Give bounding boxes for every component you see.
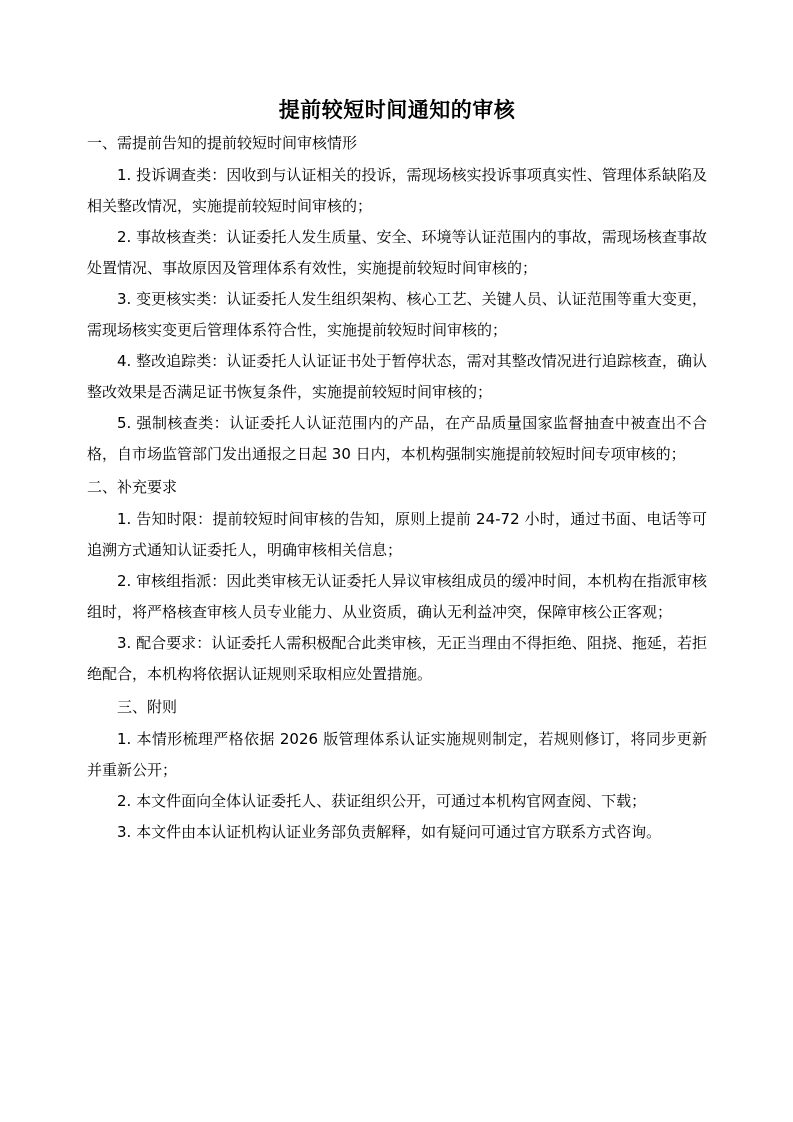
list-item: 2. 事故核查类：认证委托人发生质量、安全、环境等认证范围内的事故，需现场核查事故处置情况、事故原因及管理体系有效性，实施提前较短时间审核的； <box>87 228 707 277</box>
list-item: 1. 本情形梳理严格依据 2026 版管理体系认证实施规则制定，若规则修订，将同步更新并重新公开； <box>87 730 707 779</box>
section-list <box>87 724 707 848</box>
list-item: 1. 告知时限：提前较短时间审核的告知，原则上提前 24-72 小时，通过书面、电话等可追溯方式通知认证委托人，明确审核相关信息； <box>87 510 707 559</box>
section-2 <box>87 476 707 690</box>
section-heading: 二、补充要求 <box>87 478 178 496</box>
list-item: 2. 审核组指派：因此类审核无认证委托人异议审核组成员的缓冲时间，本机构在指派审核组时，将严格核查审核人员专业能力、从业资质，确认无利益冲突，保障审核公正客观； <box>87 572 707 621</box>
section-list <box>87 504 707 690</box>
section-list <box>87 160 707 470</box>
document-title: 提前较短时间通知的审核 <box>278 98 516 122</box>
list-item: 3. 配合要求：认证委托人需积极配合此类审核，无正当理由不得拒绝、阻挠、拖延，若拒绝配合，本机构将依据认证规则采取相应处置措施。 <box>87 634 707 683</box>
document-page <box>87 96 707 854</box>
section-heading: 一、需提前告知的提前较短时间审核情形 <box>87 134 358 152</box>
section-3 <box>87 696 707 848</box>
list-item: 3. 本文件由本认证机构认证业务部负责解释，如有疑问可通过官方联系方式咨询。 <box>117 823 662 841</box>
list-item: 5. 强制核查类：认证委托人认证范围内的产品，在产品质量国家监督抽查中被查出不合格，自市场监管部门发出通报之日起 30 日内，本机构强制实施提前较短时间专项审核的； <box>87 414 707 463</box>
list-item: 1. 投诉调查类：因收到与认证相关的投诉，需现场核实投诉事项真实性、管理体系缺陷及相关整改情况，实施提前较短时间审核的； <box>87 166 707 215</box>
list-item: 4. 整改追踪类：认证委托人认证证书处于暂停状态，需对其整改情况进行追踪核查，确认整改效果是否满足证书恢复条件，实施提前较短时间审核的； <box>87 352 707 401</box>
section-heading: 三、附则 <box>117 698 178 716</box>
list-item: 2. 本文件面向全体认证委托人、获证组织公开，可通过本机构官网查阅、下载； <box>117 792 647 810</box>
section-1 <box>87 132 707 470</box>
list-item: 3. 变更核实类：认证委托人发生组织架构、核心工艺、关键人员、认证范围等重大变更，需现场核实变更后管理体系符合性，实施提前较短时间审核的； <box>87 290 707 339</box>
